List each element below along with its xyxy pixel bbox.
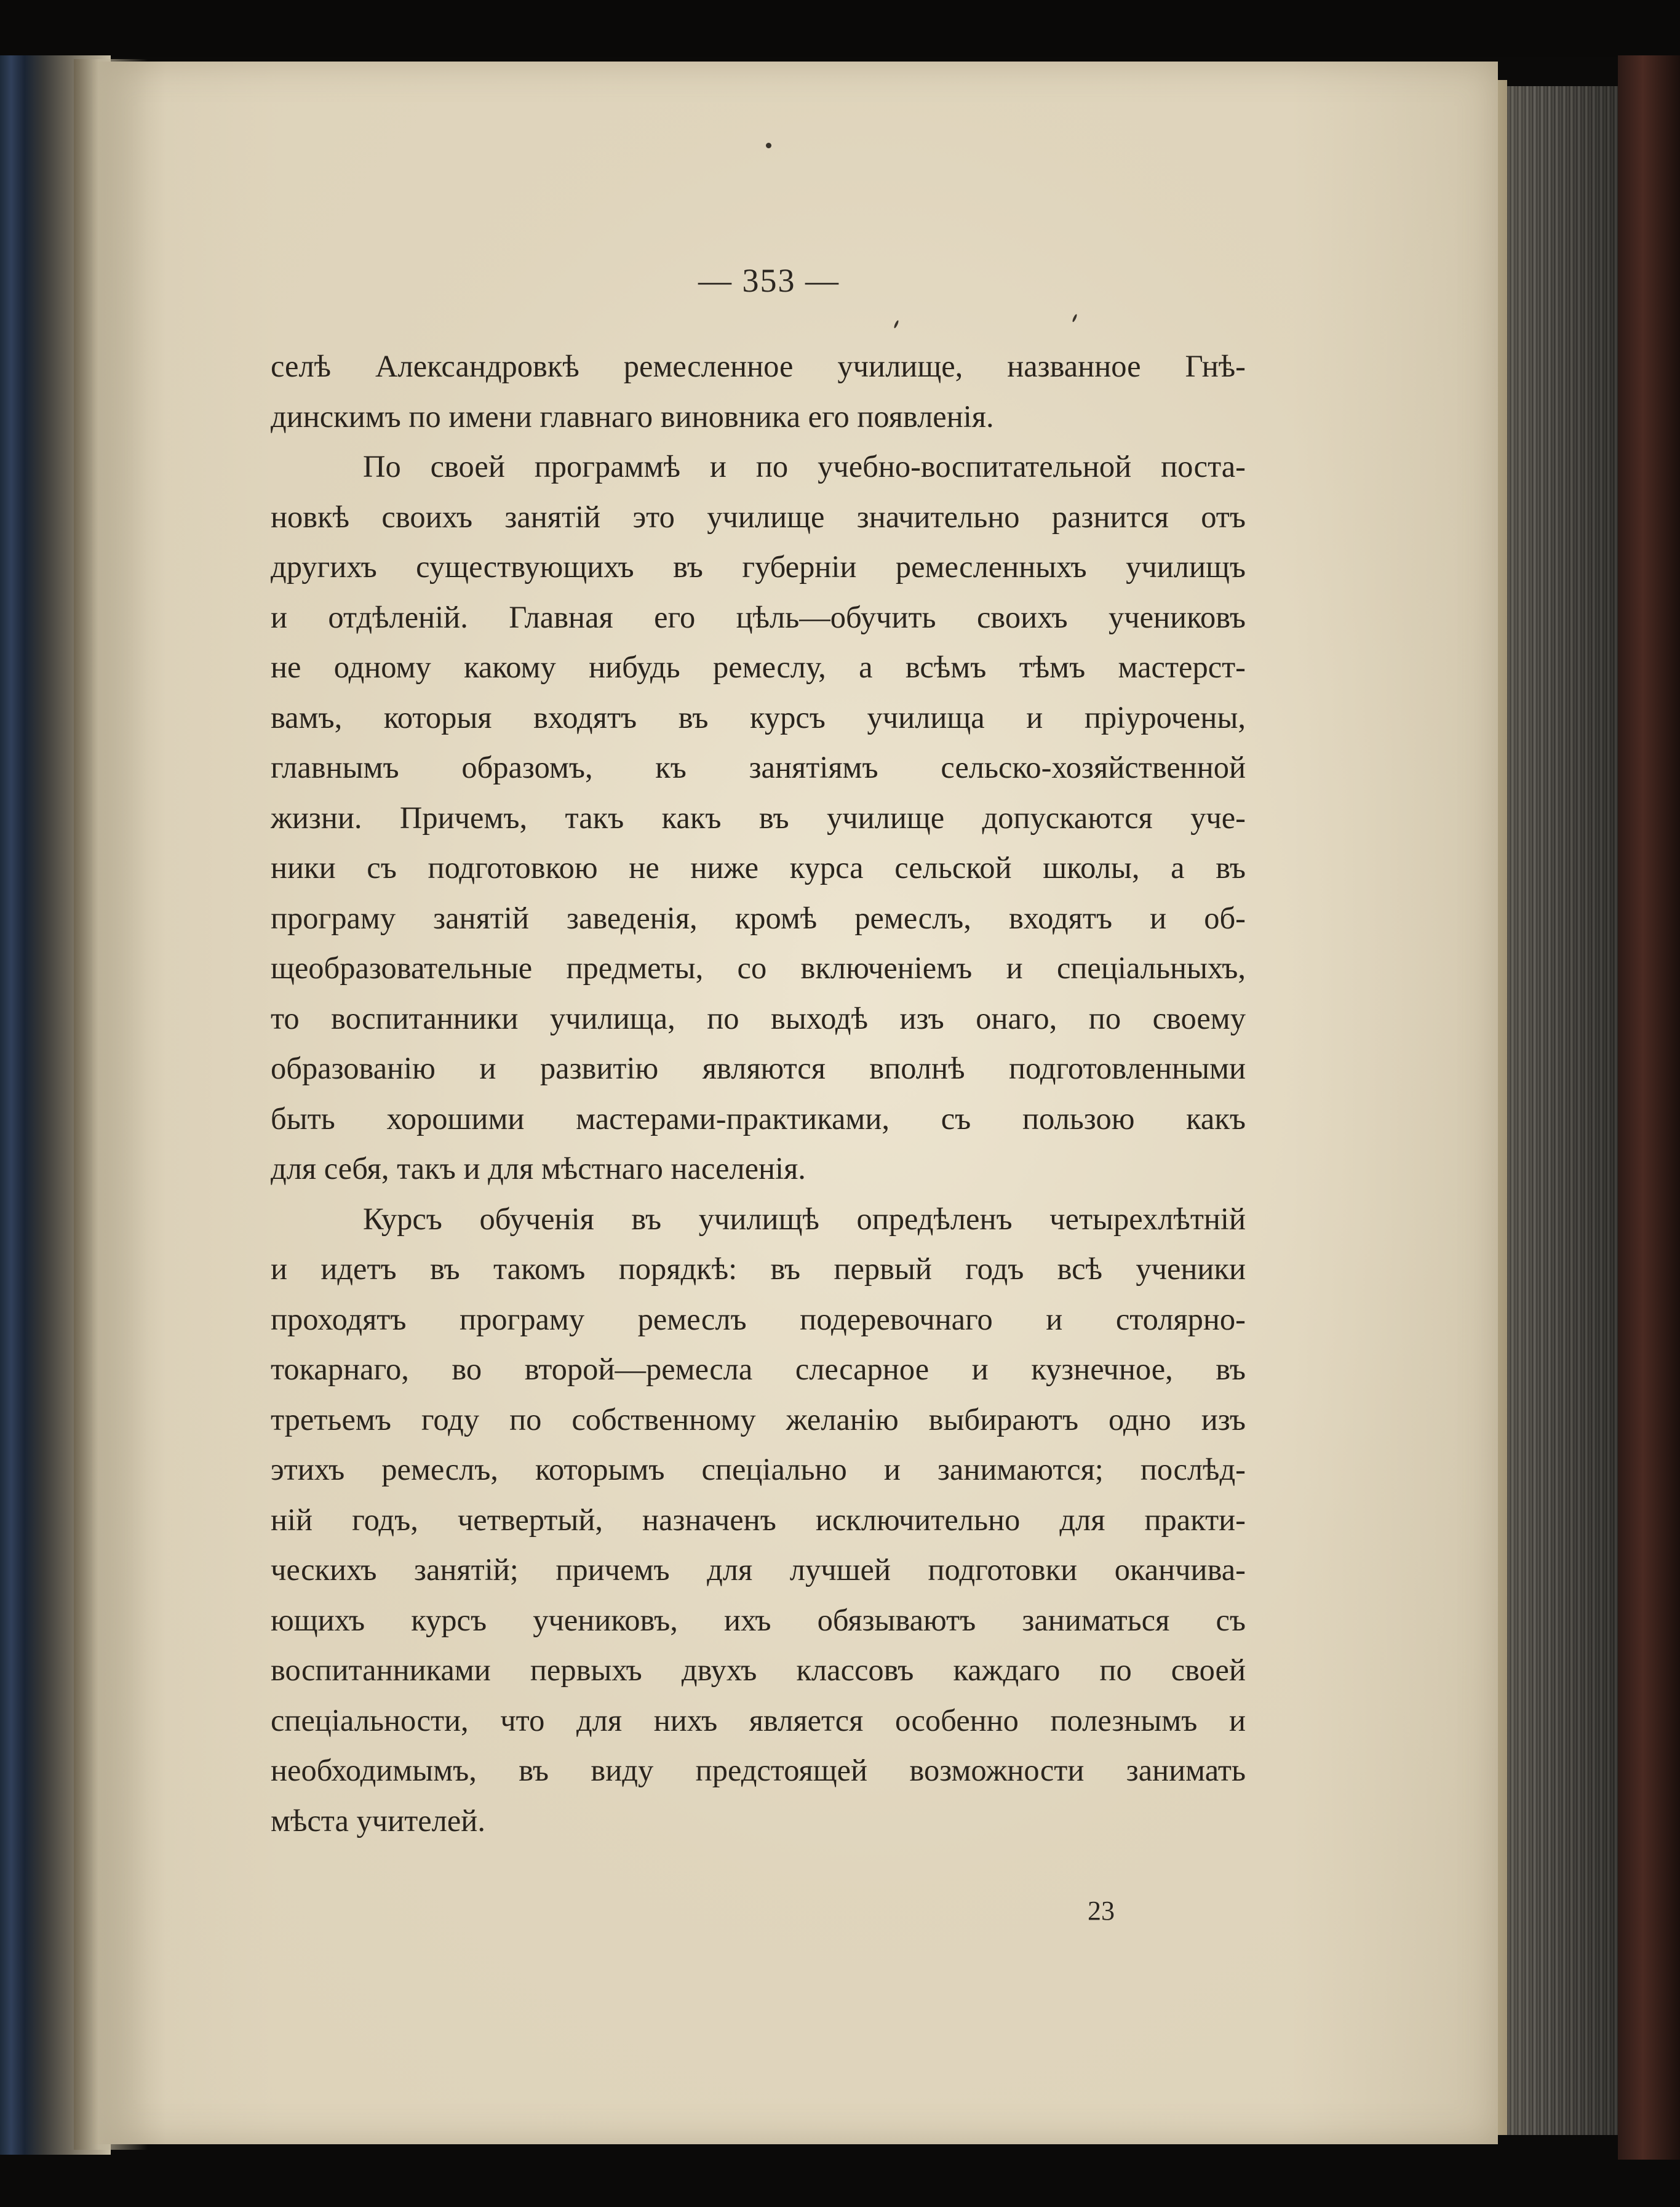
text-line: ники съ подготовкою не ниже курса сельской школы, а въ xyxy=(271,850,1246,885)
text-line: По своей программѣ и по учебно-воспитательной поста- xyxy=(363,449,1246,484)
text-line: образованію и развитію являются вполнѣ подготовленными xyxy=(271,1051,1246,1085)
text-line: ческихъ занятій; причемъ для лучшей подготовки оканчива- xyxy=(271,1552,1246,1587)
background-shadow xyxy=(0,0,1680,57)
text-line: токарнаго, во второй—ремесла слесарное и кузнечное, въ xyxy=(271,1352,1246,1386)
text-line: Курсъ обученія въ училищѣ опредѣленъ четырехлѣтній xyxy=(363,1201,1246,1236)
text-line: вамъ, которыя входятъ въ курсъ училища и пріурочены, xyxy=(271,700,1246,735)
text-line: не одному какому нибудь ремеслу, а всѣмъ тѣмъ мастерст- xyxy=(271,650,1246,684)
text-line: ній годъ, четвертый, назначенъ исключительно для практи- xyxy=(271,1502,1246,1537)
text-line: и идетъ въ такомъ порядкѣ: въ первый годъ всѣ ученики xyxy=(271,1251,1246,1286)
text-line: жизни. Причемъ, такъ какъ въ училище допускаются уче- xyxy=(271,800,1246,835)
body-text xyxy=(271,341,1246,1846)
text-line: динскимъ по имени главнаго виновника его появленія. xyxy=(271,399,994,434)
text-line: быть хорошими мастерами-практиками, съ пользою какъ xyxy=(271,1101,1246,1136)
text-line: этихъ ремеслъ, которымъ спеціально и занимаются; послѣд- xyxy=(271,1452,1246,1487)
page-gutter-curve xyxy=(74,59,148,2150)
text-line: спеціальности, что для нихъ является особенно полезнымъ и xyxy=(271,1702,1246,1738)
text-line: и отдѣленій. Главная его цѣль—обучить своихъ учениковъ xyxy=(271,599,1246,634)
book-cover-edge xyxy=(1618,55,1680,2160)
text-line: другихъ существующихъ въ губерніи ремесленныхъ училищъ xyxy=(271,549,1246,584)
text-line: проходятъ програму ремеслъ подеревочнаго и столярно- xyxy=(271,1301,1246,1336)
text-line: селѣ Александровкѣ ремесленное училище, названное Гнѣ- xyxy=(271,349,1246,383)
text-line: новкѣ своихъ занятій это училище значительно разнится отъ xyxy=(271,499,1246,534)
paper-speck xyxy=(766,143,771,148)
text-line: ющихъ курсъ учениковъ, ихъ обязываютъ заниматься съ xyxy=(271,1602,1246,1637)
text-line: необходимымъ, въ виду предстоящей возможности занимать xyxy=(271,1753,1246,1787)
text-line: воспитанниками первыхъ двухъ классовъ каждаго по своей xyxy=(271,1653,1246,1687)
page-number: — 353 — xyxy=(698,262,840,299)
signature-mark: 23 xyxy=(1088,1896,1115,1926)
text-line: третьемъ году по собственному желанію выбираютъ одно изъ xyxy=(271,1402,1246,1437)
text-line: програму занятій заведенія, кромѣ ремеслъ, входятъ и об- xyxy=(271,900,1246,935)
text-line: главнымъ образомъ, къ занятіямъ сельско-хозяйственной xyxy=(271,750,1246,784)
fore-edge-shading xyxy=(1489,86,1618,2135)
text-line: для себя, такъ и для мѣстнаго населенія. xyxy=(271,1151,806,1186)
text-line: то воспитанники училища, по выходѣ изъ онаго, по своему xyxy=(271,1000,1246,1036)
text-line: щеобразовательные предметы, со включеніемъ и спеціальныхъ, xyxy=(271,951,1246,985)
text-line: мѣста учителей. xyxy=(271,1803,485,1838)
